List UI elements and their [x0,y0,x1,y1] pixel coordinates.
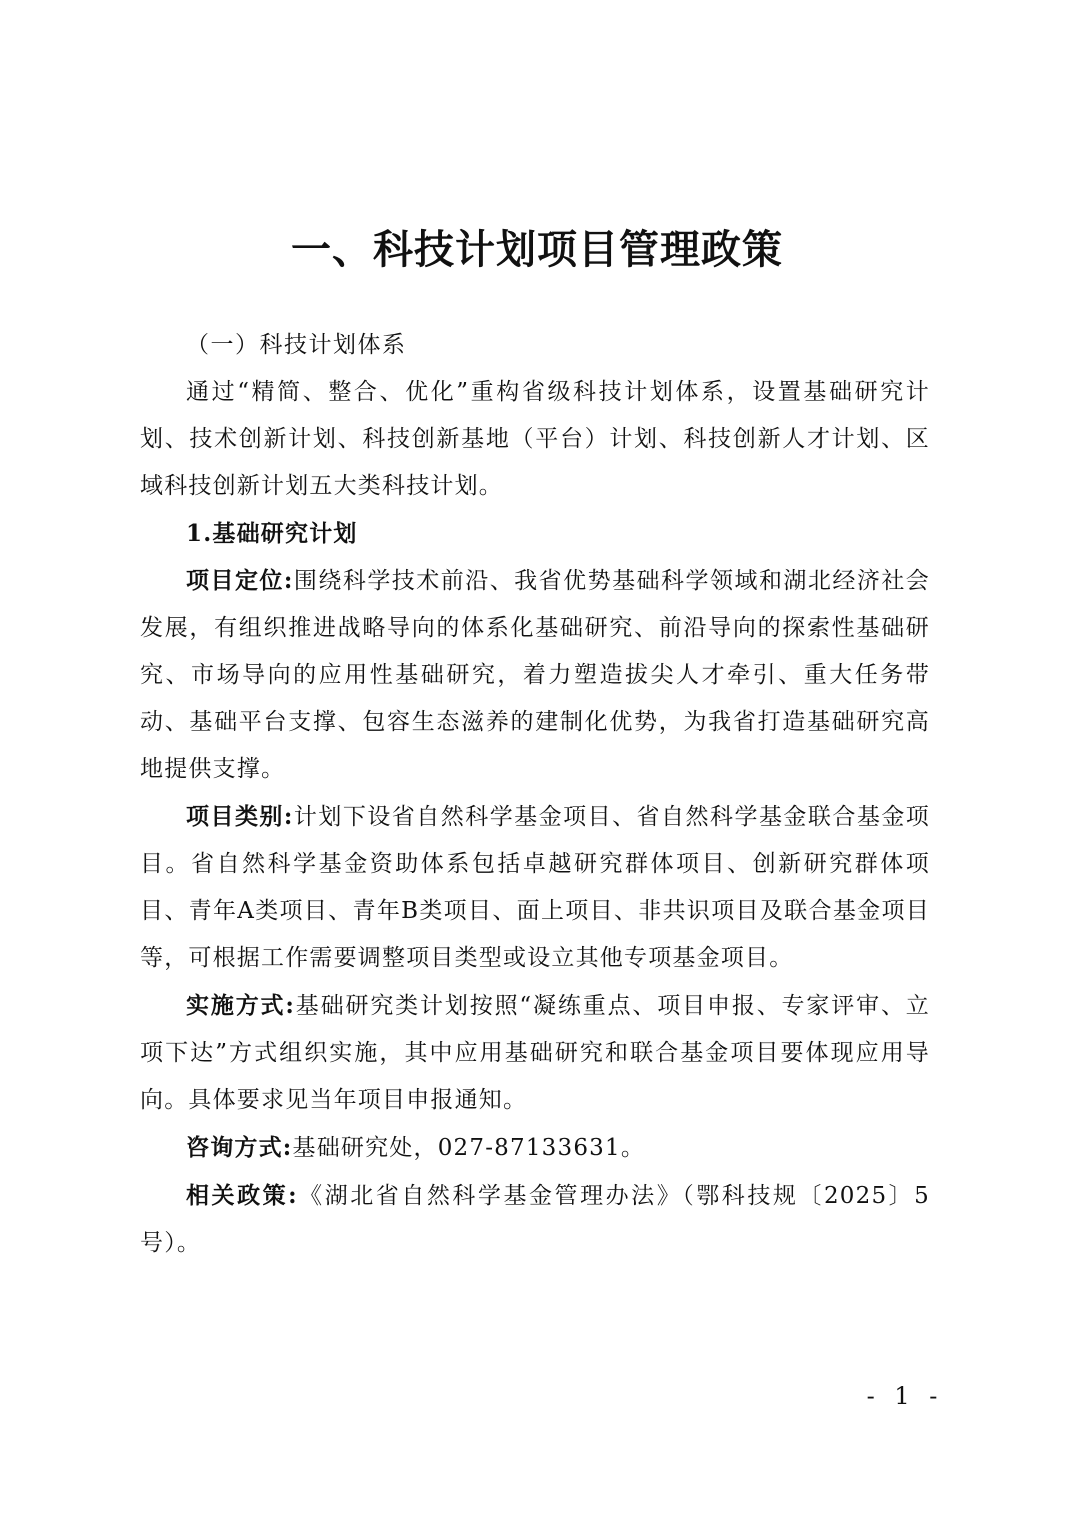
text-contact: 基础研究处，027-87133631。 [292,1135,646,1161]
label-contact: 咨询方式: [186,1134,293,1161]
text-policy: 《湖北省自然科学基金管理办法》（鄂科技规〔2025〕5号）。 [140,1183,930,1256]
paragraph-contact [140,1124,930,1172]
section-heading: （一）科技计划体系 [186,332,407,358]
paragraph-category [140,793,930,982]
text-implementation: 基础研究类计划按照“凝练重点、项目申报、专家评审、立项下达”方式组织实施，其中应用基础研究和联合基金项目要体现应用导向。具体要求见当年项目申报通知。 [140,993,930,1113]
paragraph-policy [140,1172,930,1267]
paragraph-positioning [140,557,930,793]
label-category: 项目类别: [186,803,294,830]
text-category: 计划下设省自然科学基金项目、省自然科学基金联合基金项目。省自然科学基金资助体系包括卓越研究群体项目、创新研究群体项目、青年A类项目、青年B类项目、面上项目、非共识项目及联合基金项目等，可根据工作需要调整项目类型或设立其他专项基金项目。 [140,804,930,971]
label-implementation: 实施方式: [186,992,296,1019]
label-policy: 相关政策: [186,1182,298,1209]
label-positioning: 项目定位: [186,567,294,594]
document-title: 一、科技计划项目管理政策 [291,226,783,273]
intro-paragraph: 通过“精简、整合、优化”重构省级科技计划体系，设置基础研究计划、技术创新计划、科技创新基地（平台）计划、科技创新人才计划、区域科技创新计划五大类科技计划。 [140,379,930,499]
paragraph-implementation [140,982,930,1124]
page-number: - 1 - [866,1382,944,1410]
document-body [140,322,930,1267]
plan-heading: 1.基础研究计划 [186,520,358,547]
text-positioning: 围绕科学技术前沿、我省优势基础科学领域和湖北经济社会发展，有组织推进战略导向的体系化基础研究、前沿导向的探索性基础研究、市场导向的应用性基础研究，着力塑造拔尖人才牵引、重大任务带动、基础平台支撑、包容生态滋养的建制化优势，为我省打造基础研究高地提供支撑。 [140,568,930,782]
